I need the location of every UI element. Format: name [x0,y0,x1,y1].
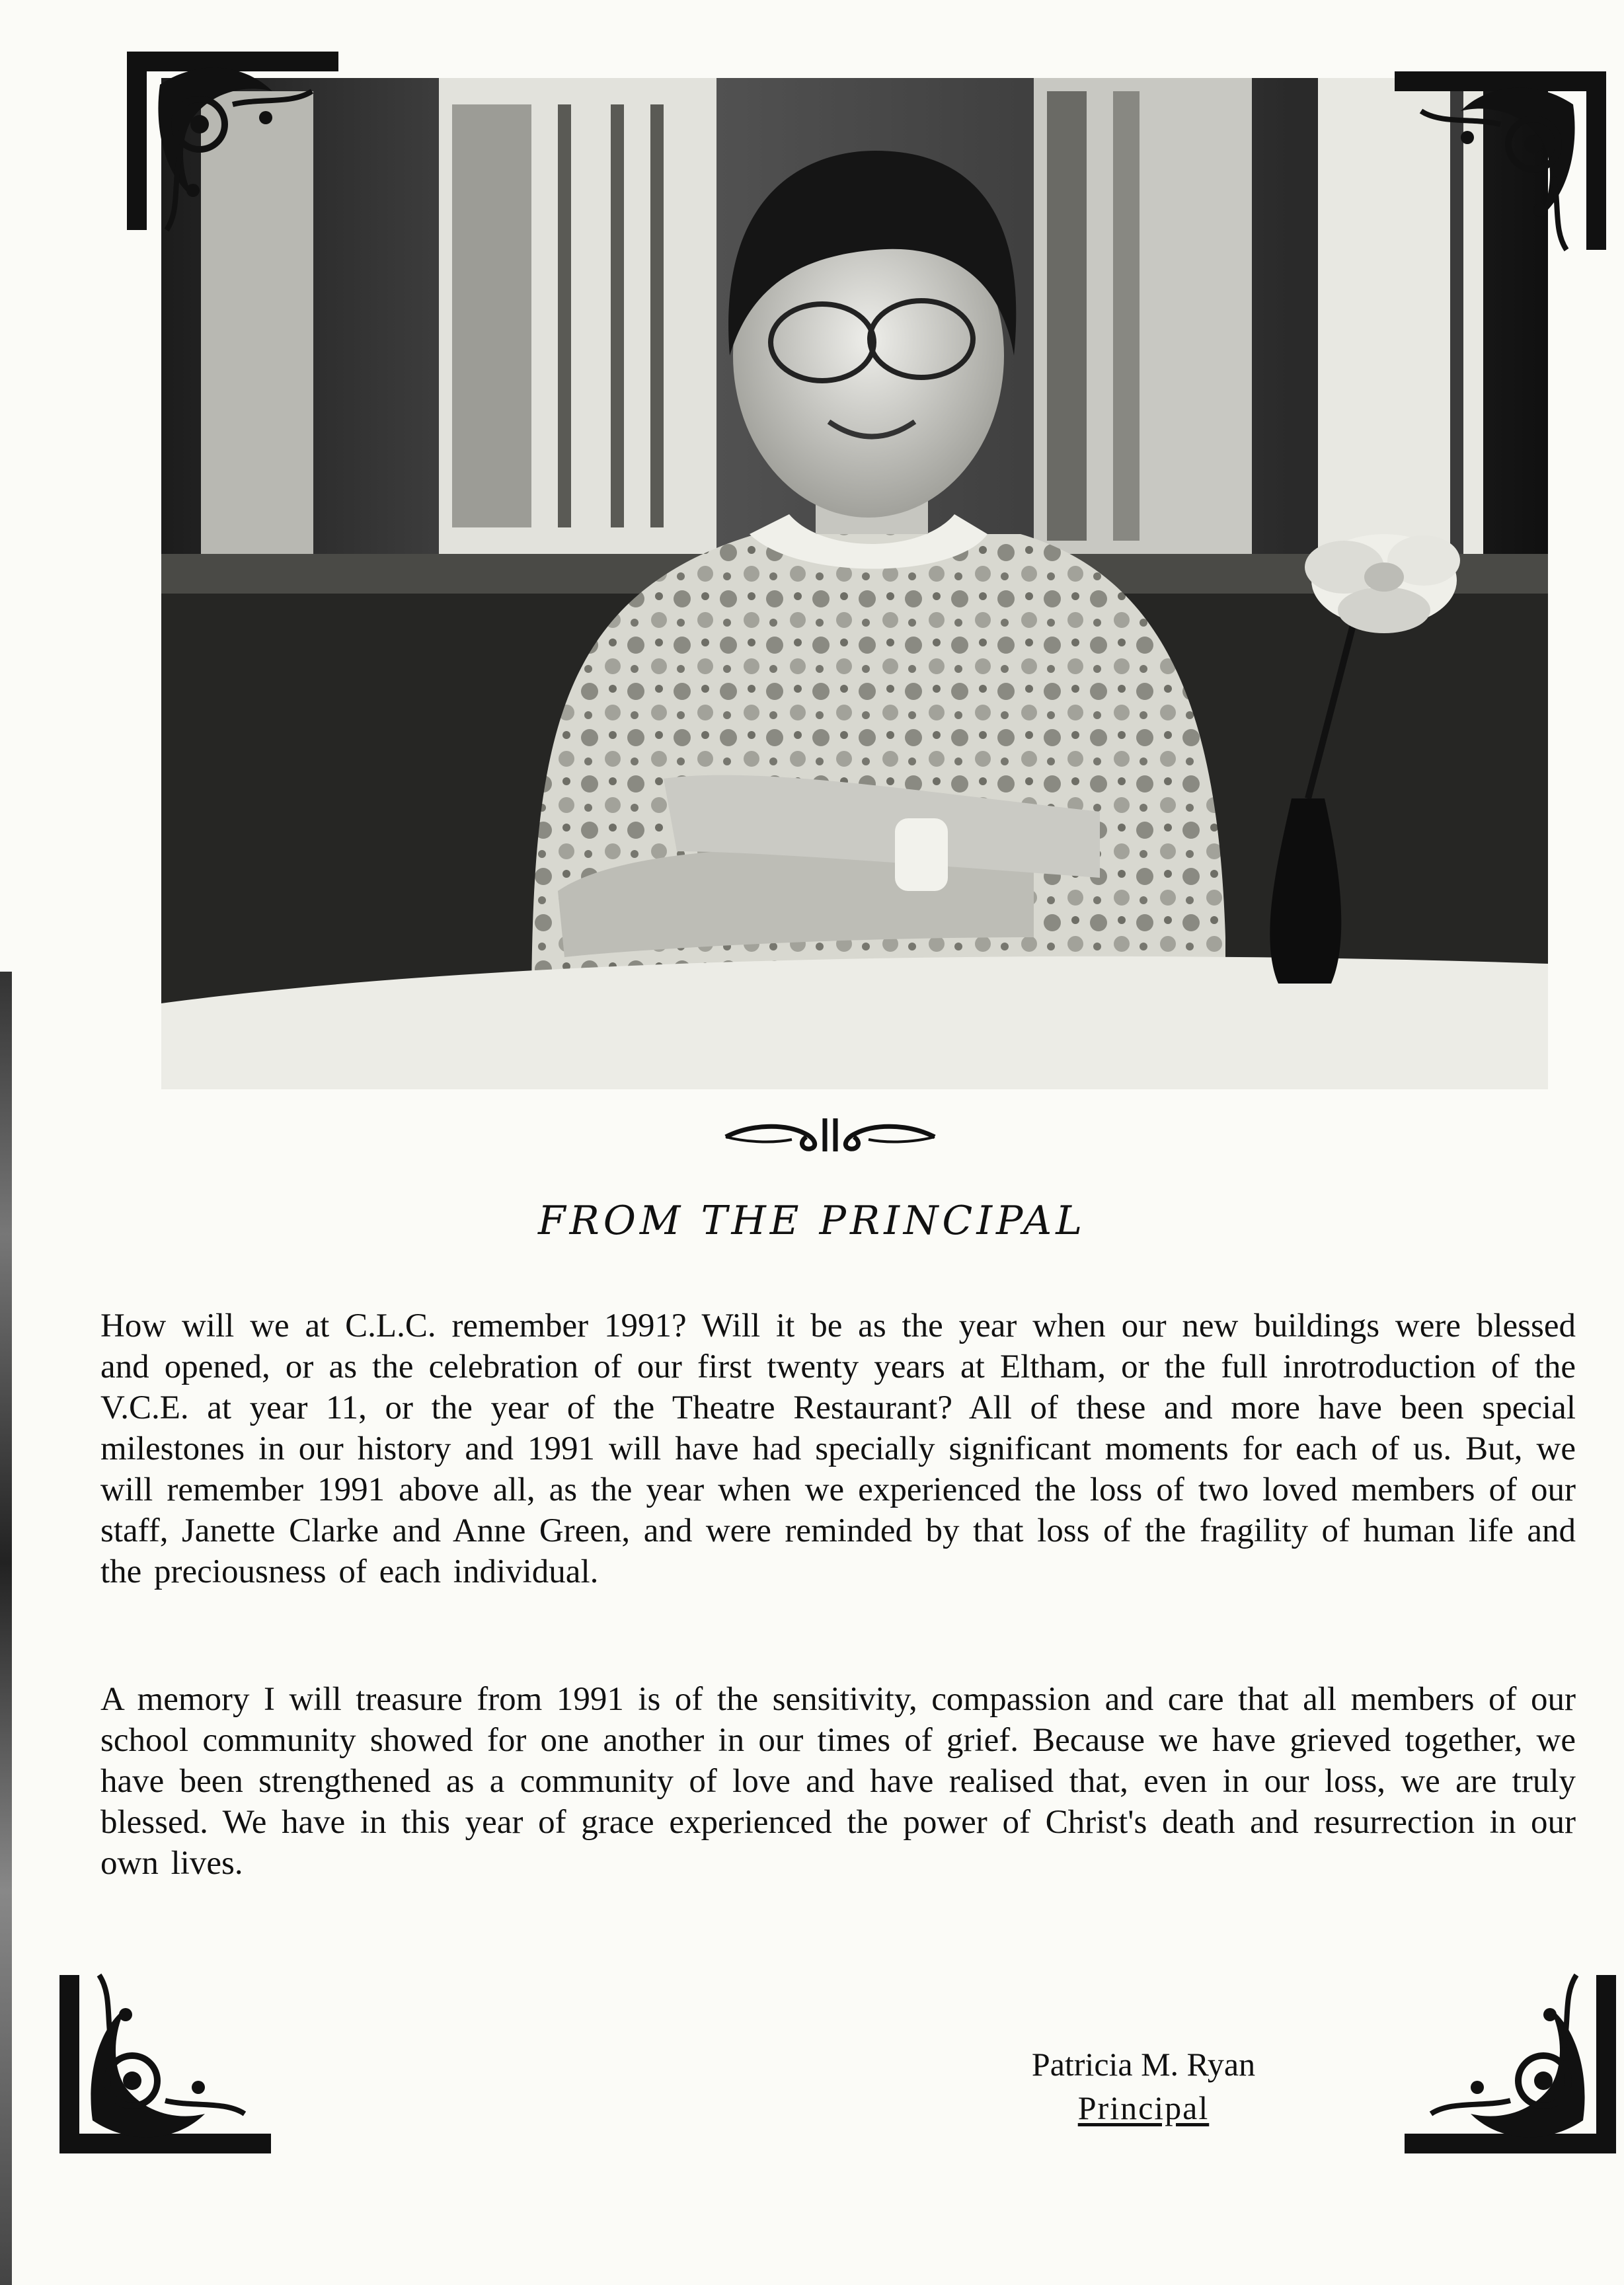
ornament-corner-top-left [114,38,352,243]
signature-block [853,2042,1434,2130]
principal-photo [161,78,1548,1089]
principal-photo-illustration [161,78,1548,1089]
body-paragraph-2: A memory I will treasure from 1991 is of the sensitivity, compassion and care that all members of our school community showed for one another in our times of grief. Because we have grieved together, we have been strengthened as a community of love and have realised that, even in our loss, we are truly blessed. We have in this year of grace experienced the power of Christ's death and resurrection in our own lives. [100,1681,1576,1882]
body-paragraph-1: How will we at C.L.C. remember 1991? Will it be as the year when our new buildings were blessed and opened, or as the celebration of our first twenty years at Eltham, or the full inrotroduction of the V.C.E. at year 11, or the year of the Theatre Restaurant? All of these and more have been special milestones in our history and 1991 will have had specially significant moments for each of us. But, we will remember 1991 above all, as the year when we experienced the loss of two loved members of our staff, Janette Clarke and Anne Green, and were reminded by that loss of the fragility of human life and the preciousness of each individual. [100,1307,1576,1590]
page-heading: FROM THE PRINCIPAL [537,1198,1087,1244]
signature-title: Principal [1077,2089,1210,2126]
ornament-corner-bottom-left [46,1962,284,2167]
ornament-icon [114,38,352,243]
flourish-divider-icon [719,1110,941,1157]
ornament-icon [1381,58,1619,263]
ornament-corner-top-right [1381,58,1619,263]
signature-name: Patricia M. Ryan [1031,2046,1256,2083]
page-edge-strip [0,972,12,2285]
ornament-icon [46,1962,284,2167]
